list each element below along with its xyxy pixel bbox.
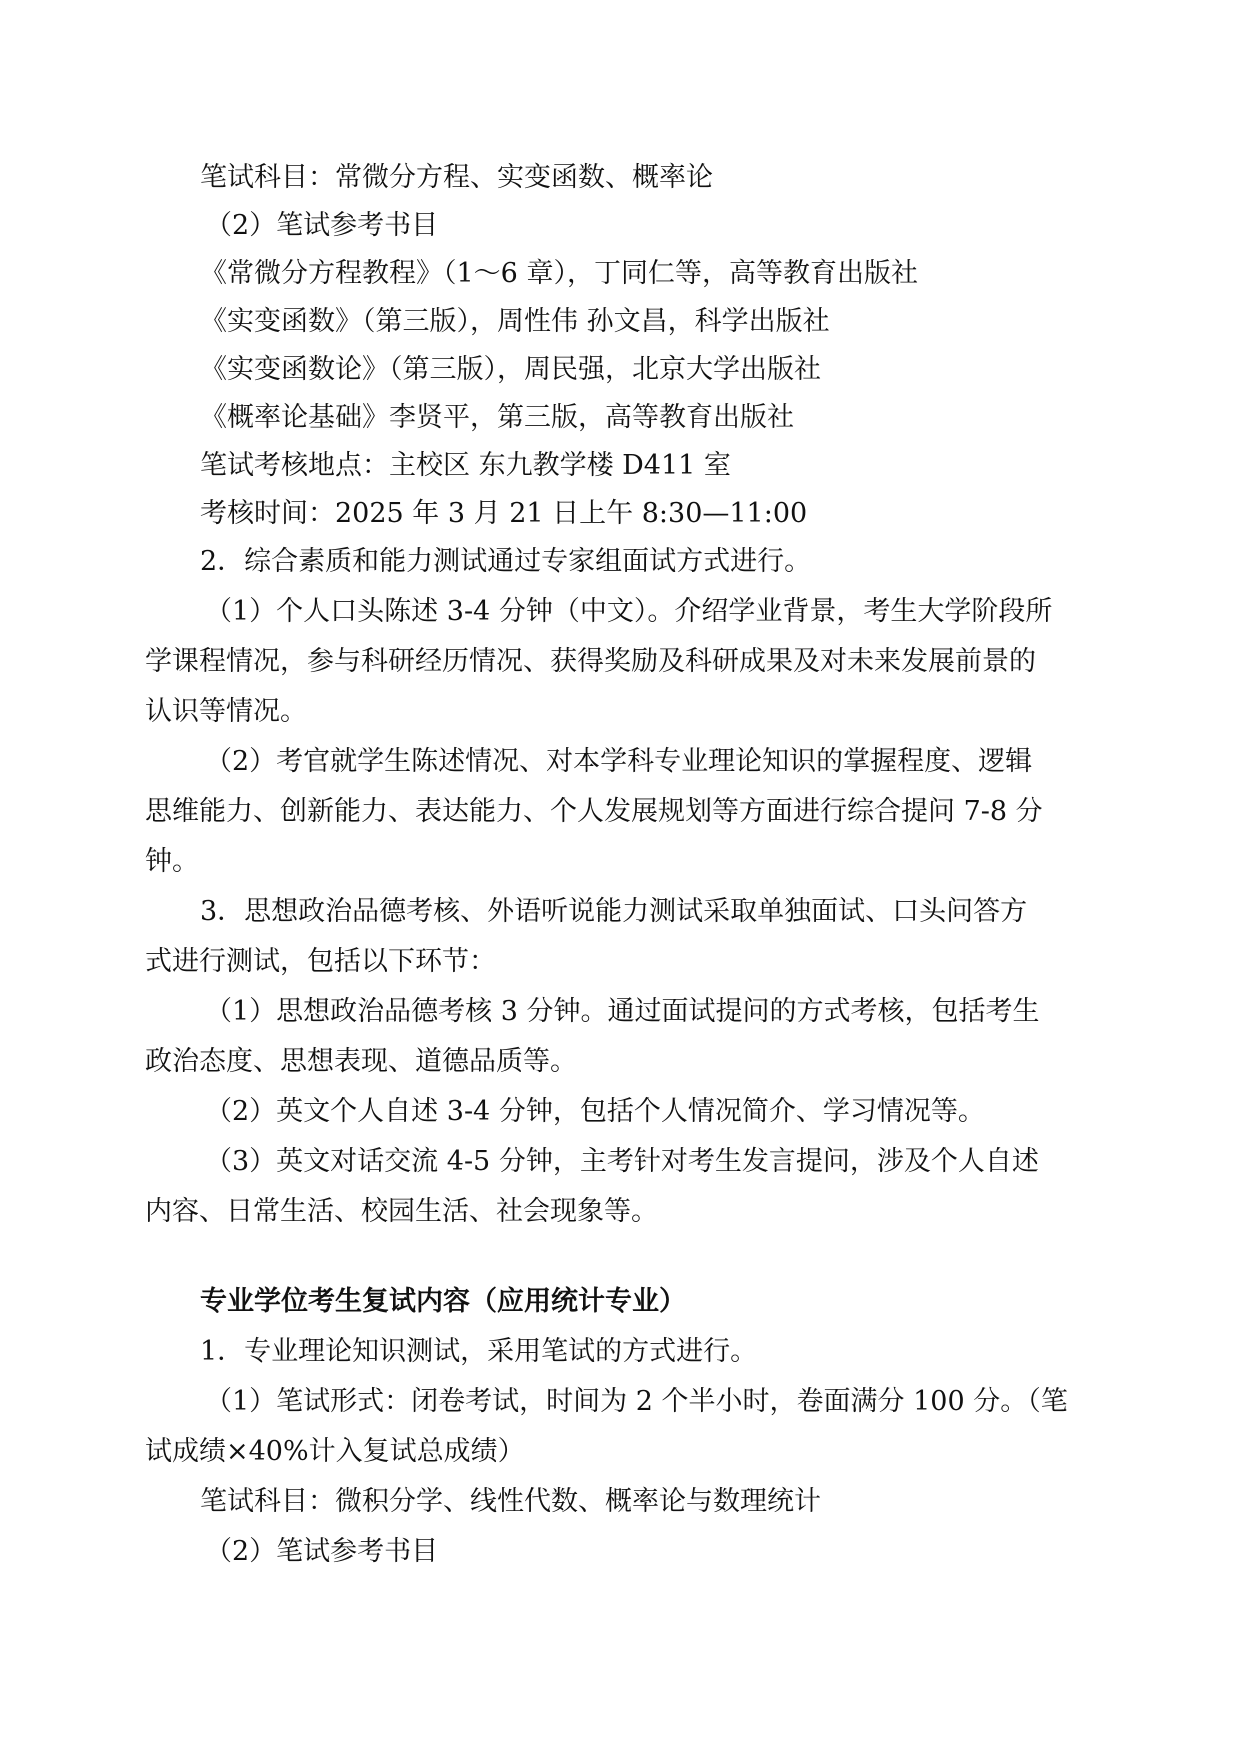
paragraph-line: （1）思想政治品德考核 3 分钟。通过面试提问的方式考核，包括考生 <box>205 996 1040 1027</box>
exam-location-line: 笔试考核地点：主校区 东九教学楼 D411 室 <box>200 450 731 481</box>
section-heading-applied-statistics: 专业学位考生复试内容（应用统计专业） <box>200 1286 686 1317</box>
reference-book-4: 《概率论基础》李贤平，第三版，高等教育出版社 <box>200 402 794 433</box>
paragraph-line: 认识等情况。 <box>145 696 307 727</box>
paragraph-line: （3）英文对话交流 4-5 分钟，主考针对考生发言提问，涉及个人自述 <box>205 1146 1039 1177</box>
paragraph-line: （1）个人口头陈述 3-4 分钟（中文）。介绍学业背景，考生大学阶段所 <box>205 596 1053 627</box>
reference-book-3: 《实变函数论》（第三版），周民强，北京大学出版社 <box>200 354 821 385</box>
reference-book-1: 《常微分方程教程》（1～6 章），丁同仁等，高等教育出版社 <box>200 258 918 289</box>
paragraph-line: 政治态度、思想表现、道德品质等。 <box>145 1046 577 1077</box>
reference-books-heading: （2）笔试参考书目 <box>205 210 439 241</box>
paragraph-line: 学课程情况，参与科研经历情况、获得奖励及科研成果及对未来发展前景的 <box>145 646 1036 677</box>
paragraph-line: 式进行测试，包括以下环节： <box>145 946 496 977</box>
section-3-heading: 3．思想政治品德考核、外语听说能力测试采取单独面试、口头问答方 <box>200 896 1028 927</box>
section-1-heading: 1．专业理论知识测试，采用笔试的方式进行。 <box>200 1336 758 1367</box>
paragraph-line: 钟。 <box>145 846 199 877</box>
paragraph-line: （2）英文个人自述 3-4 分钟，包括个人情况简介、学习情况等。 <box>205 1096 985 1127</box>
reference-books-heading: （2）笔试参考书目 <box>205 1536 439 1567</box>
paragraph-line: 思维能力、创新能力、表达能力、个人发展规划等方面进行综合提问 7-8 分 <box>145 796 1043 827</box>
paragraph-line: 试成绩×40%计入复试总成绩） <box>145 1436 525 1467</box>
exam-subjects-line: 笔试科目：微积分学、线性代数、概率论与数理统计 <box>200 1486 821 1517</box>
section-2-heading: 2．综合素质和能力测试通过专家组面试方式进行。 <box>200 546 812 577</box>
exam-time-line: 考核时间：2025 年 3 月 21 日上午 8:30—11:00 <box>200 498 808 529</box>
reference-book-2: 《实变函数》（第三版），周性伟 孙文昌，科学出版社 <box>200 306 830 337</box>
exam-subjects-line: 笔试科目：常微分方程、实变函数、概率论 <box>200 162 713 193</box>
paragraph-line: 内容、日常生活、校园生活、社会现象等。 <box>145 1196 658 1227</box>
paragraph-line: （1）笔试形式：闭卷考试，时间为 2 个半小时，卷面满分 100 分。（笔 <box>205 1386 1068 1417</box>
paragraph-line: （2）考官就学生陈述情况、对本学科专业理论知识的掌握程度、逻辑 <box>205 746 1033 777</box>
